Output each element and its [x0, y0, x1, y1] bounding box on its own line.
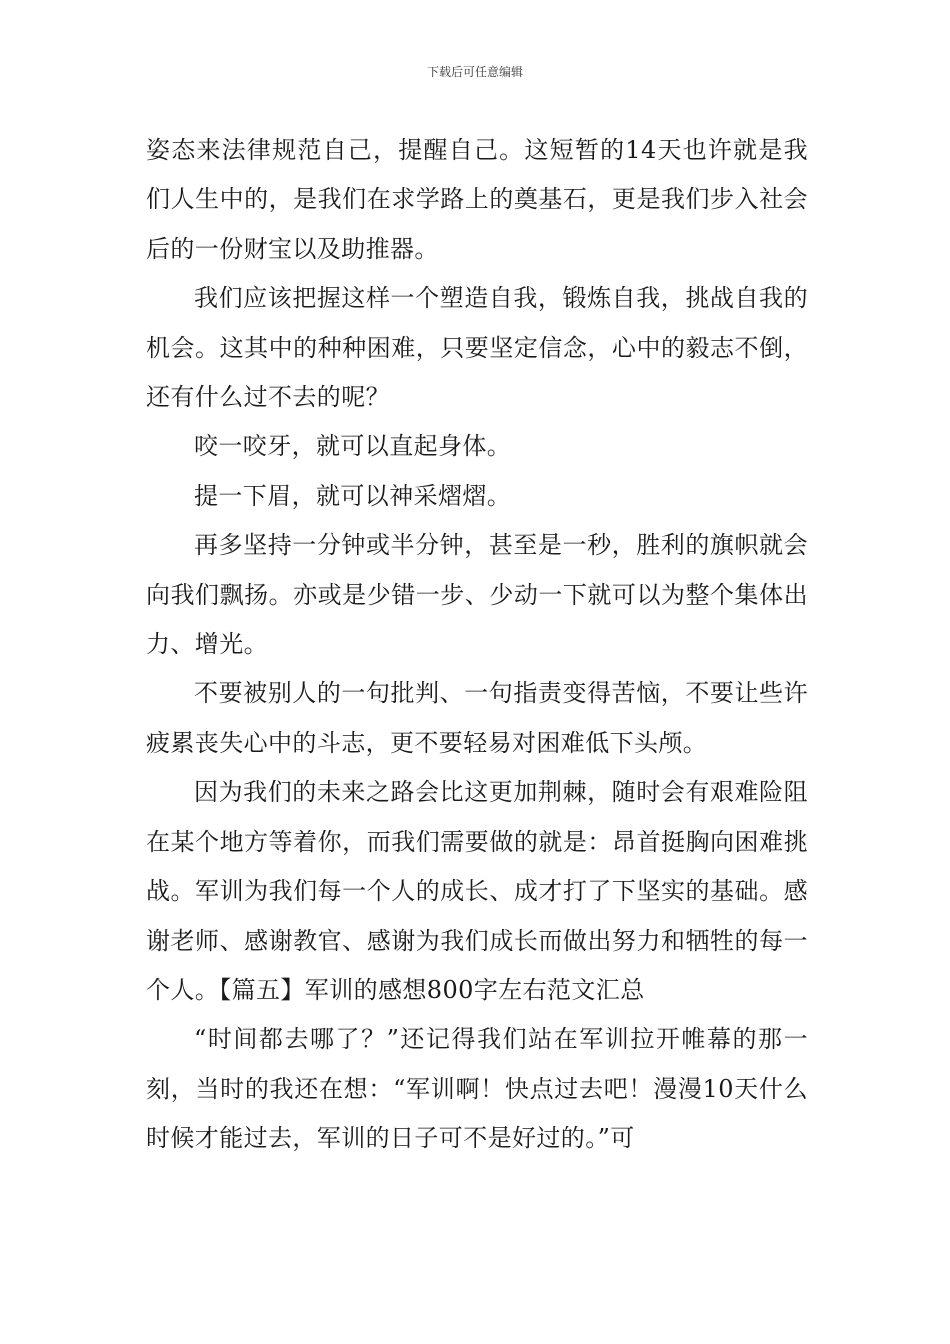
page-header: 下载后可任意编辑: [426, 65, 523, 79]
paragraph: 姿态来法律规范自己，提醒自己。这短暂的14天也许就是我们人生中的，是我们在求学路上的奠基石，更是我们步入社会后的一份财宝以及助推器。: [146, 136, 808, 263]
paragraph: 咬一咬牙，就可以直起身体。: [194, 432, 512, 461]
paragraph: 不要被别人的一句批判、一句指责变得苦恼，不要让些许疲累丧失心中的斗志，更不要轻易对困难低下头颅。: [146, 679, 808, 757]
paragraph: “时间都去哪了？”还记得我们站在军训拉开帷幕的那一刻，当时的我还在想：“军训啊！快点过去吧！漫漫10天什么时候才能过去，军训的日子可不是好过的。”可: [146, 1025, 808, 1153]
paragraph: 因为我们的未来之路会比这更加荆棘，随时会有艰难险阻在某个地方等着你，而我们需要做的就是：昂首挺胸向困难挑战。军训为我们每一个人的成长、成才打了下坚实的基础。感谢老师、感谢教官、感谢为我们成长而做出努力和牺牲的每一个人。【篇五】军训的感想800字左右范文汇总: [146, 778, 808, 1004]
paragraph: 再多坚持一分钟或半分钟，甚至是一秒，胜利的旗帜就会向我们飘扬。亦或是少错一步、少动一下就可以为整个集体出力、增光。: [146, 531, 808, 659]
paragraph: 提一下眉，就可以神采熠熠。: [194, 481, 512, 510]
paragraph: 我们应该把握这样一个塑造自我，锻炼自我，挑战自我的机会。这其中的种种困难，只要坚定信念，心中的毅志不倒，还有什么过不去的呢？: [146, 284, 808, 412]
document-body: [146, 126, 808, 1164]
